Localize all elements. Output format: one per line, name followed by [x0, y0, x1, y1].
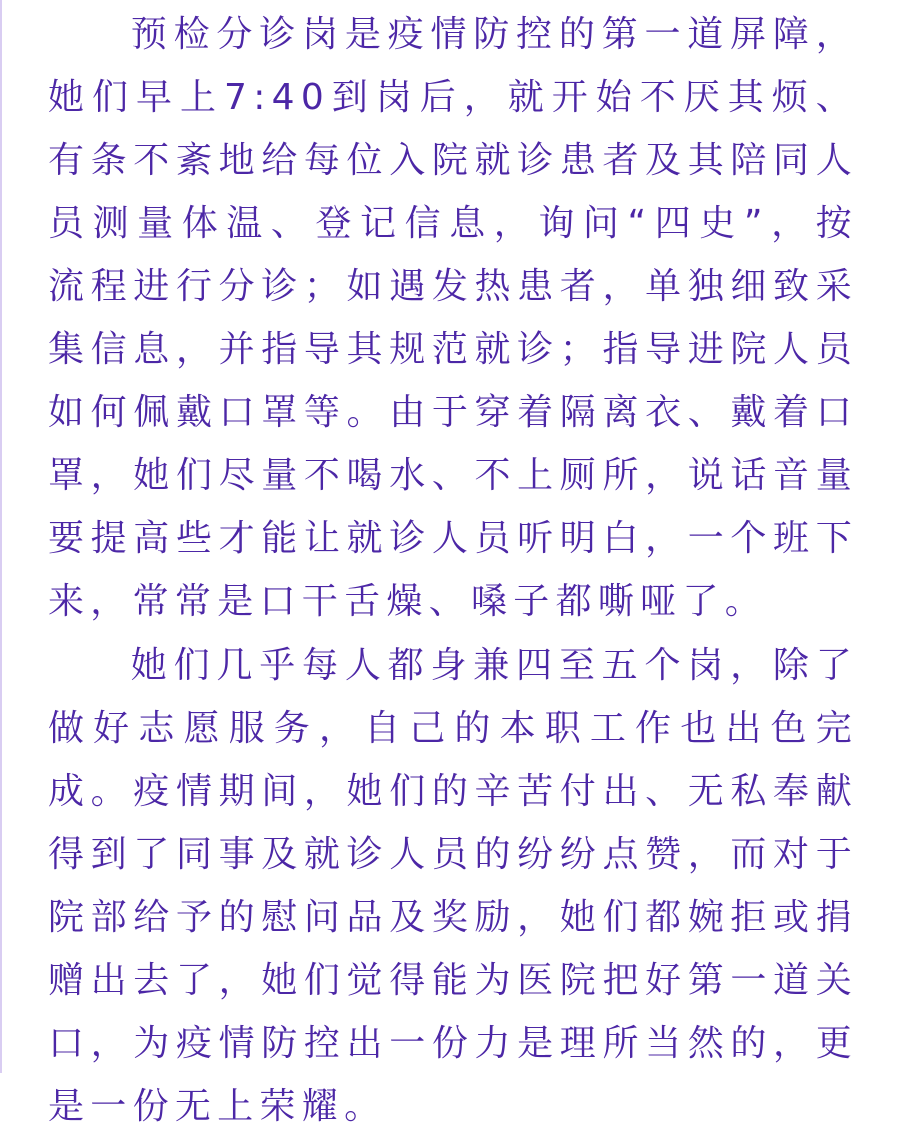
paragraph-triage-duties: 预检分诊岗是疫情防控的第一道屏障，她们早上7:40到岗后，就开始不厌其烦、有条不紊地给每位入院就诊患者及其陪同人员测量体温、登记信息，询问“四史”，按流程进行分诊；如遇发热患者，单独细致采集信息，并指导其规范就诊；指导进院人员如何佩戴口罩等。由于穿着隔离衣、戴着口罩，她们尽量不喝水、不上厕所，说话音量要提高些才能让就诊人员听明白，一个班下来，常常是口干舌燥、嗓子都嘶哑了。: [48, 14, 858, 622]
paragraph-volunteer-service: 她们几乎每人都身兼四至五个岗，除了做好志愿服务，自己的本职工作也出色完成。疫情期间，她们的辛苦付出、无私奉献得到了同事及就诊人员的纷纷点赞，而对于院部给予的慰问品及奖励，她们都婉拒或捐赠出去了，她们觉得能为医院把好第一道关口，为疫情防控出一份力是理所当然的，更是一份无上荣耀。: [48, 645, 858, 1127]
